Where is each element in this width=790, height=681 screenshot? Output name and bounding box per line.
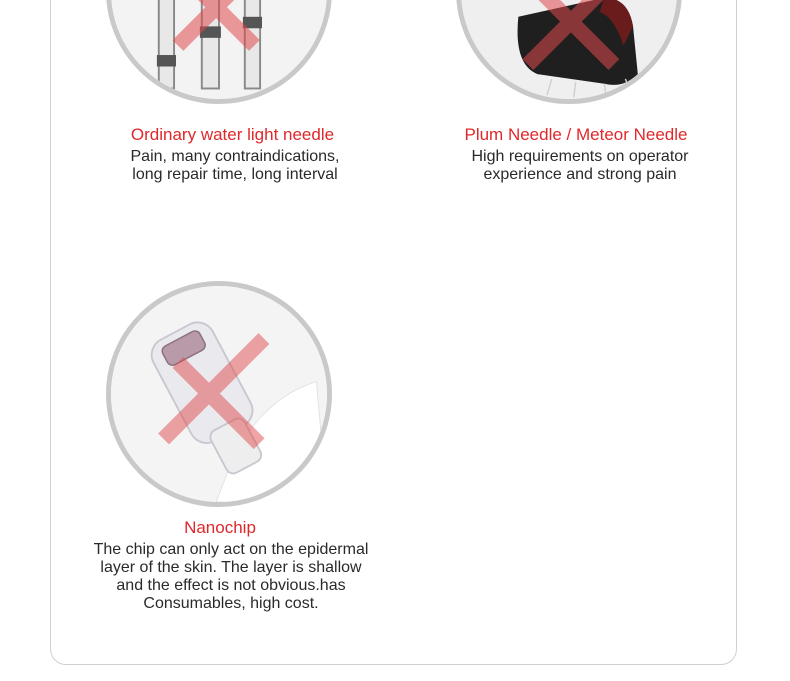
nanochip-cartridge-image xyxy=(106,281,332,507)
item-description xyxy=(440,148,720,184)
description-line: The chip can only act on the epidermal xyxy=(93,541,369,558)
description-line: Consumables, high cost. xyxy=(143,595,319,612)
item-description xyxy=(100,148,370,184)
item-description xyxy=(70,541,392,613)
item-title: Nanochip xyxy=(184,518,256,537)
item-title: Ordinary water light needle xyxy=(130,125,335,144)
description-line: layer of the skin. The layer is shallow xyxy=(100,559,362,576)
nanochip-cartridge-illustration xyxy=(111,286,327,502)
description-line: and the effect is not obvious.has xyxy=(116,577,346,594)
description-line: Pain, many contraindications, xyxy=(130,148,340,165)
description-line: High requirements on operator xyxy=(471,148,689,165)
item-title: Plum Needle / Meteor Needle xyxy=(464,125,688,144)
description-line: experience and strong pain xyxy=(483,166,677,183)
description-line: long repair time, long interval xyxy=(132,166,338,183)
